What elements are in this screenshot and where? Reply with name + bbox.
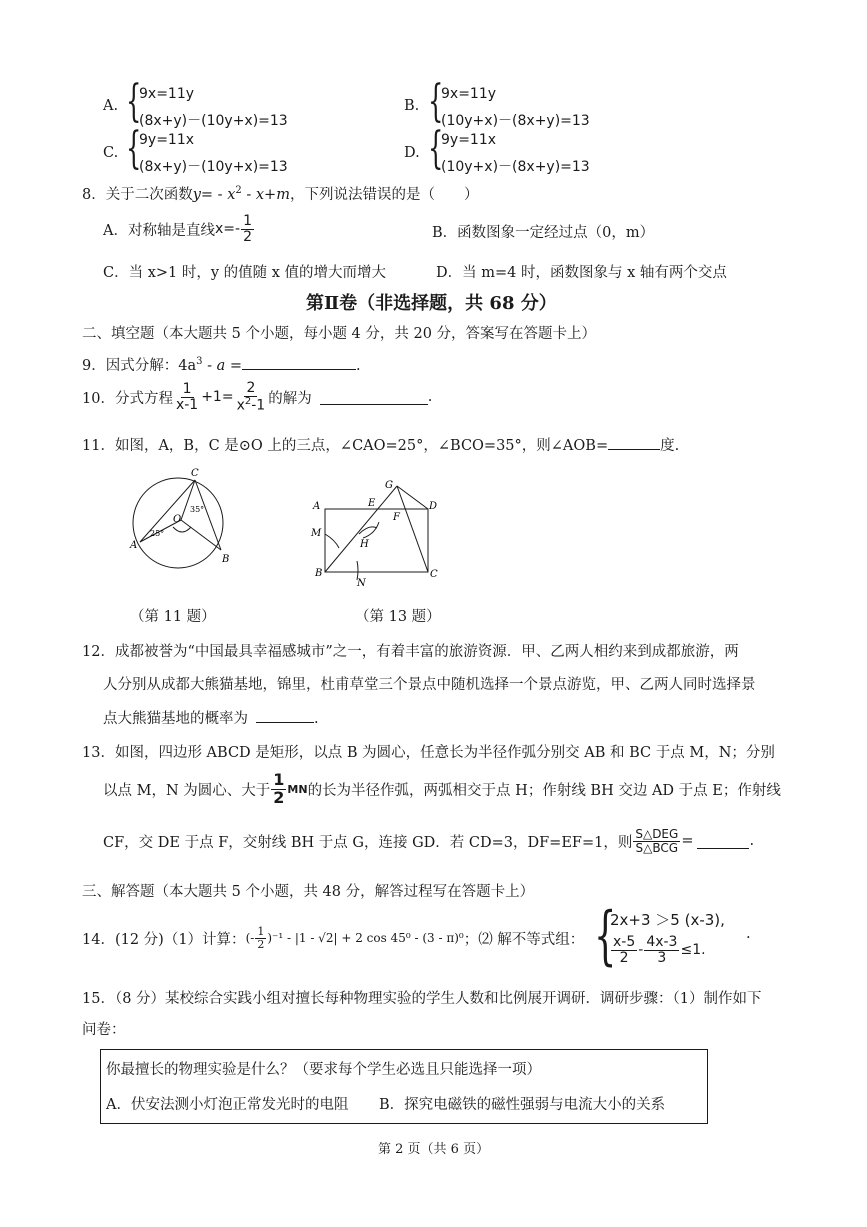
equation: x=-: [214, 221, 241, 238]
label-n: N: [357, 578, 366, 589]
q8-stem: [82, 183, 478, 204]
label-d: D: [429, 501, 438, 512]
label-a: A: [130, 540, 138, 551]
denominator: [235, 397, 268, 413]
option-label: A.: [103, 98, 119, 114]
option-text: A．对称轴是直线: [103, 222, 215, 239]
label-b: B: [315, 568, 323, 579]
question-text: 度.: [660, 438, 680, 454]
denominator: 2: [273, 787, 285, 807]
answer-blank: [320, 390, 428, 405]
exponent: 2: [235, 185, 242, 197]
denominator: 2: [619, 949, 629, 966]
question-text: 的解为: [268, 390, 312, 407]
label-h: H: [360, 539, 369, 550]
numerator: S△DEG: [635, 827, 679, 841]
question-text: 9．因式分解：4a: [82, 358, 197, 374]
question-text: 10．分式方程: [82, 390, 173, 407]
question-text: ；⑵ 解不等式组：: [463, 931, 585, 948]
q15-line1: 15．（8 分）某校综合实践小组对擅长每种物理实验的学生人数和比例展开调研．调研步骤：（1）制作如下: [82, 991, 762, 1007]
denominator: 2: [243, 228, 252, 245]
answer-blank: [256, 708, 314, 723]
denominator: 3: [657, 949, 667, 966]
q8-option-d: D．当 m=4 时，函数图象与 x 轴有两个交点: [436, 265, 727, 281]
section-title: 第Ⅱ卷（非选择题，共 68 分）: [306, 293, 557, 314]
fraction: [644, 935, 679, 965]
q8-option-b: B．函数图象一定经过点（0，m）: [432, 225, 655, 241]
inequality-1: 2x+3 ＞5 (x-3),: [610, 911, 725, 929]
label-f: F: [393, 512, 400, 523]
equation: 9x=11y: [139, 86, 195, 102]
label-angle-25: 25°: [150, 529, 165, 538]
question-text: - a =: [202, 358, 243, 374]
answer-blank: [242, 355, 356, 370]
label-c: C: [191, 468, 199, 479]
q12-line3: [103, 707, 319, 728]
stem-text: 关于二次函数: [105, 187, 193, 203]
numerator: 4x-3: [646, 934, 678, 950]
period: .: [314, 711, 319, 727]
questionnaire-option-b: B．探究电磁铁的磁性强弱与电流大小的关系: [379, 1097, 666, 1113]
numerator: x-5: [613, 934, 636, 950]
exponent: 2: [244, 395, 252, 407]
numerator: 1: [257, 925, 265, 938]
fraction: [241, 214, 254, 244]
answer-blank: [608, 435, 660, 450]
brace: {: [428, 76, 444, 127]
period: .: [356, 358, 361, 374]
stem-text: ，下列说法错误的是（ ）: [289, 187, 479, 203]
label-g: G: [385, 480, 393, 491]
denominator-var: x: [236, 397, 245, 414]
equation: (8x+y)－(10y+x)=13: [139, 113, 288, 129]
equation: (10y+x)－(8x+y)=13: [441, 113, 590, 129]
option-label: B.: [404, 98, 420, 114]
figure-13-rectangle: [305, 476, 445, 591]
part-header: 二、填空题（本大题共 5 个小题，每小题 4 分，共 20 分，答案写在答题卡上）: [82, 326, 597, 342]
operator: -: [638, 942, 644, 959]
q8-option-c: C．当 x>1 时，y 的值随 x 值的增大而增大: [103, 265, 387, 281]
fraction: [271, 772, 286, 807]
option-label: C.: [103, 145, 119, 161]
operator: +1=: [201, 389, 234, 406]
equation: (8x+y)－(10y+x)=13: [139, 159, 288, 175]
q9: [82, 354, 361, 375]
label-e: E: [368, 498, 376, 509]
equation: 9y=11x: [139, 132, 195, 148]
q12-line1: 12．成都被誉为“中国最具幸福感城市”之一，有着丰富的旅游资源．甲、乙两人相约来到成都旅游，两: [82, 644, 739, 660]
question-text: 点大熊猫基地的概率为: [103, 711, 248, 727]
figure-13-caption: （第 13 题）: [355, 609, 441, 625]
q10: [82, 381, 432, 413]
numerator: 2: [246, 380, 256, 396]
fraction: [235, 381, 268, 413]
q12-line2: 人分别从成都大熊猫基地，锦里，杜甫草堂三个景点中随机选择一个景点游览，甲、乙两人同时选择景: [103, 677, 756, 693]
numerator: 1: [273, 770, 285, 789]
equation: 9y=11x: [441, 132, 497, 148]
brace: {: [126, 123, 142, 174]
function-expr: y= - x: [192, 187, 236, 203]
label-c: C: [430, 569, 438, 580]
numerator: 1: [243, 213, 252, 229]
questionnaire-title: 你最擅长的物理实验是什么？（要求每个学生必选且只能选择一项）: [106, 1062, 541, 1078]
brace: {: [594, 899, 617, 973]
q8-option-a: [103, 214, 255, 244]
answer-blank: [697, 834, 749, 849]
question-text: 11．如图，A，B，C 是⊙O 上的三点，∠CAO=25°，∠BCO=35°，则∠AOB=: [82, 438, 609, 454]
question-text: 14．(12 分)（1）计算：: [82, 931, 246, 948]
denominator: x-1: [175, 396, 199, 413]
question-text: 以点 M，N 为圆心、大于: [103, 782, 271, 799]
q13-line1: 13．如图，四边形 ABCD 是矩形，以点 B 为圆心，任意长为半径作弧分别交 AB 和 BC 于点 M，N；分别: [82, 745, 775, 761]
denominator-rest: -1: [251, 397, 266, 414]
expression: (-: [245, 931, 255, 946]
function-expr: - x+m: [241, 187, 290, 203]
label-a: A: [313, 501, 321, 512]
inequality-2: [610, 935, 706, 965]
period: .: [746, 926, 751, 942]
equation: 9x=11y: [441, 86, 497, 102]
page-footer: 第 2 页（共 6 页）: [378, 1142, 490, 1157]
fraction: [611, 935, 637, 965]
equals: =: [681, 833, 694, 850]
exponent: 3: [196, 356, 203, 368]
denominator: 2: [257, 937, 265, 951]
period: .: [749, 833, 755, 850]
label-angle-35: 35°: [190, 505, 205, 514]
questionnaire-box: [100, 1049, 708, 1124]
question-text: CF，交 DE 于点 F，交射线 BH 于点 G，连接 GD．若 CD=3，DF=EF=1，则: [103, 834, 633, 851]
part-header: 三、解答题（本大题共 5 个小题，共 48 分，解答过程写在答题卡上）: [82, 884, 535, 900]
q15-line2: 问卷：: [82, 1022, 126, 1038]
numerator: 1: [182, 380, 192, 397]
denominator: S△BCG: [635, 840, 679, 855]
questionnaire-option-a: A．伏安法测小灯泡正常发光时的电阻: [106, 1097, 349, 1113]
operator: ≤1.: [680, 942, 706, 959]
area-ratio: [633, 828, 680, 854]
brace: {: [428, 123, 444, 174]
figure-11-caption: （第 11 题）: [130, 609, 216, 625]
option-label: D.: [404, 145, 420, 161]
segment-label: MN: [287, 782, 308, 796]
q13-line2: [103, 772, 781, 807]
q11: [82, 434, 679, 455]
question-number: 8．: [82, 187, 106, 203]
q13-line3: [103, 828, 754, 854]
period: .: [427, 389, 433, 406]
expression: )⁻¹ - |1 - √2| + 2 cos 45⁰ - (3 - π)⁰: [267, 931, 464, 946]
question-text: 的长为半径作弧，两弧相交于点 H；作射线 BH 交边 AD 于点 E；作射线: [307, 782, 781, 799]
label-b: B: [222, 554, 230, 565]
q14-part1: [82, 926, 584, 950]
brace: {: [126, 76, 142, 127]
equation: (10y+x)－(8x+y)=13: [441, 159, 590, 175]
label-m: M: [311, 528, 322, 539]
fraction: [174, 382, 200, 412]
label-o: O: [173, 514, 182, 525]
figure-11-circle: [118, 460, 248, 590]
fraction: [255, 926, 266, 950]
